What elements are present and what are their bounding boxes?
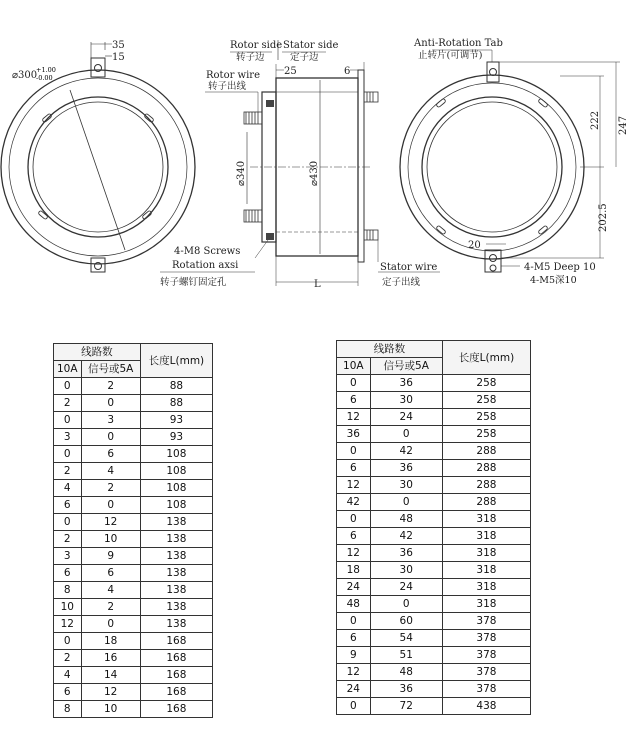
cell-signal: 48 [370, 664, 442, 681]
cell-length: 93 [140, 429, 212, 446]
cell-signal: 0 [81, 497, 140, 514]
cell-length: 138 [140, 582, 212, 599]
dim-25: 25 [284, 66, 297, 77]
table-row [54, 514, 213, 531]
diameter-340-label: ⌀340 [236, 160, 247, 186]
cell-signal: 0 [81, 616, 140, 633]
cell-10a: 12 [337, 477, 371, 494]
cell-signal: 36 [370, 681, 442, 698]
cell-signal: 24 [370, 579, 442, 596]
cell-10a: 0 [337, 375, 371, 392]
stator-side-label: Stator side [283, 40, 339, 51]
cell-signal: 30 [370, 477, 442, 494]
cell-10a: 6 [54, 684, 82, 701]
cell-length: 378 [442, 664, 530, 681]
table-row [54, 650, 213, 667]
cell-signal: 42 [370, 443, 442, 460]
cell-signal: 14 [81, 667, 140, 684]
cell-10a: 8 [54, 582, 82, 599]
cell-signal: 0 [81, 429, 140, 446]
m5-deep-cn: 4-M5深10 [530, 275, 577, 286]
cell-signal: 2 [81, 480, 140, 497]
cell-length: 168 [140, 701, 212, 718]
table-row [337, 528, 531, 545]
cell-10a: 24 [337, 579, 371, 596]
dim-247: 247 [618, 115, 629, 135]
cell-10a: 2 [54, 650, 82, 667]
cell-signal: 9 [81, 548, 140, 565]
table-row [54, 412, 213, 429]
rotor-side-label: Rotor side [230, 40, 283, 51]
cell-length: 93 [140, 412, 212, 429]
table-row [54, 701, 213, 718]
cell-10a: 6 [337, 460, 371, 477]
cell-signal: 10 [81, 531, 140, 548]
table-row [54, 667, 213, 684]
cell-signal: 2 [81, 599, 140, 616]
cell-10a: 0 [54, 412, 82, 429]
table-row [337, 494, 531, 511]
cell-length: 318 [442, 596, 530, 613]
length-column-header: 长度L(mm) [442, 341, 530, 375]
cell-10a: 48 [337, 596, 371, 613]
table-row [54, 378, 213, 395]
table-row [337, 392, 531, 409]
10a-column-header: 10A [54, 361, 82, 378]
table-row [337, 562, 531, 579]
cell-length: 88 [140, 378, 212, 395]
cell-10a: 0 [54, 446, 82, 463]
cell-10a: 6 [337, 528, 371, 545]
cell-length: 108 [140, 446, 212, 463]
cell-length: 138 [140, 599, 212, 616]
length-l-label: L [314, 279, 321, 290]
cell-10a: 0 [54, 378, 82, 395]
table-body [54, 378, 213, 718]
table-row [54, 633, 213, 650]
cell-signal: 4 [81, 582, 140, 599]
cell-length: 288 [442, 443, 530, 460]
cell-10a: 0 [54, 514, 82, 531]
cell-length: 288 [442, 494, 530, 511]
cell-length: 168 [140, 667, 212, 684]
table-row [54, 395, 213, 412]
anti-rotation-label: Anti-Rotation Tab [414, 38, 503, 49]
stator-wire-cn: 定子出线 [382, 277, 421, 288]
group-header: 线路数 [337, 341, 443, 358]
dim-6: 6 [344, 66, 351, 77]
cell-length: 88 [140, 395, 212, 412]
anti-rotation-cn: 止转片(可调节) [418, 50, 483, 61]
table-row [54, 480, 213, 497]
table-row [337, 630, 531, 647]
cell-10a: 2 [54, 531, 82, 548]
cell-signal: 0 [81, 395, 140, 412]
circuit-table-right [336, 340, 531, 715]
cell-signal: 30 [370, 562, 442, 579]
table-row [337, 426, 531, 443]
cell-10a: 0 [337, 613, 371, 630]
diameter-300-label: ⌀300 [12, 70, 38, 81]
technical-drawing [0, 0, 632, 300]
cell-length: 138 [140, 616, 212, 633]
table-row [337, 477, 531, 494]
cell-length: 138 [140, 514, 212, 531]
table-row [337, 647, 531, 664]
cell-length: 258 [442, 375, 530, 392]
dim-202-5: 202.5 [598, 203, 609, 232]
cell-length: 288 [442, 460, 530, 477]
cell-10a: 3 [54, 548, 82, 565]
cell-10a: 9 [337, 647, 371, 664]
signal-column-header: 信号或5A [370, 358, 442, 375]
diameter-430-label: ⌀430 [309, 160, 320, 186]
cell-signal: 0 [370, 596, 442, 613]
cell-10a: 3 [54, 429, 82, 446]
rotor-wire-label: Rotor wire [206, 70, 261, 81]
cell-signal: 36 [370, 375, 442, 392]
cell-length: 318 [442, 579, 530, 596]
table-row [337, 698, 531, 715]
cell-length: 138 [140, 565, 212, 582]
cell-signal: 3 [81, 412, 140, 429]
cell-signal: 51 [370, 647, 442, 664]
cell-10a: 4 [54, 480, 82, 497]
cell-length: 288 [442, 477, 530, 494]
dim-15: 15 [112, 52, 125, 63]
cell-signal: 54 [370, 630, 442, 647]
cell-length: 108 [140, 480, 212, 497]
cell-signal: 36 [370, 460, 442, 477]
cell-signal: 12 [81, 684, 140, 701]
screws-cn: 转子螺钉固定孔 [160, 277, 227, 288]
table-row [54, 582, 213, 599]
cell-signal: 16 [81, 650, 140, 667]
table-row [54, 463, 213, 480]
stator-wire-label: Stator wire [380, 262, 438, 273]
cell-10a: 18 [337, 562, 371, 579]
table-row [337, 545, 531, 562]
cell-length: 168 [140, 684, 212, 701]
left-view-labels [12, 40, 125, 82]
right-back-view [400, 50, 620, 272]
cell-length: 378 [442, 647, 530, 664]
table-body [337, 375, 531, 715]
cell-10a: 2 [54, 395, 82, 412]
table-row [337, 664, 531, 681]
table-row [337, 596, 531, 613]
table-row [337, 613, 531, 630]
cell-length: 258 [442, 426, 530, 443]
cell-10a: 4 [54, 667, 82, 684]
cell-length: 378 [442, 630, 530, 647]
dim-20: 20 [468, 240, 481, 251]
table-row [54, 599, 213, 616]
circuit-table-left [53, 343, 213, 718]
cell-10a: 6 [337, 392, 371, 409]
cell-length: 138 [140, 548, 212, 565]
cell-length: 168 [140, 650, 212, 667]
cell-10a: 42 [337, 494, 371, 511]
cell-10a: 0 [337, 511, 371, 528]
cell-signal: 48 [370, 511, 442, 528]
cell-10a: 12 [337, 409, 371, 426]
cell-signal: 12 [81, 514, 140, 531]
cell-length: 318 [442, 528, 530, 545]
table-row [54, 531, 213, 548]
right-view-labels [413, 38, 629, 286]
table-row [54, 565, 213, 582]
cell-signal: 2 [81, 378, 140, 395]
table-row [54, 616, 213, 633]
group-header: 线路数 [54, 344, 141, 361]
cell-length: 318 [442, 562, 530, 579]
cell-10a: 12 [54, 616, 82, 633]
table-row [54, 548, 213, 565]
cell-10a: 8 [54, 701, 82, 718]
cell-length: 378 [442, 681, 530, 698]
cell-length: 258 [442, 409, 530, 426]
table-row [54, 497, 213, 514]
cell-signal: 0 [370, 494, 442, 511]
cell-signal: 30 [370, 392, 442, 409]
cell-signal: 6 [81, 565, 140, 582]
cell-10a: 12 [337, 664, 371, 681]
cell-length: 138 [140, 531, 212, 548]
cell-signal: 60 [370, 613, 442, 630]
rotation-axis-label: Rotation axsi [172, 260, 239, 271]
cell-10a: 6 [54, 497, 82, 514]
table-row [337, 375, 531, 392]
cell-10a: 0 [337, 443, 371, 460]
cell-length: 318 [442, 545, 530, 562]
cell-length: 378 [442, 613, 530, 630]
cell-10a: 6 [337, 630, 371, 647]
cell-signal: 72 [370, 698, 442, 715]
cell-length: 168 [140, 633, 212, 650]
cell-10a: 2 [54, 463, 82, 480]
cell-signal: 0 [370, 426, 442, 443]
cell-signal: 18 [81, 633, 140, 650]
table-row [337, 681, 531, 698]
cell-signal: 6 [81, 446, 140, 463]
rotor-side-cn: 转子边 [236, 52, 265, 63]
m5-deep-label: 4-M5 Deep 10 [524, 262, 596, 273]
cell-signal: 42 [370, 528, 442, 545]
cell-signal: 4 [81, 463, 140, 480]
10a-column-header: 10A [337, 358, 371, 375]
length-column-header: 长度L(mm) [140, 344, 212, 378]
dim-35: 35 [112, 40, 125, 51]
dim-222: 222 [590, 110, 601, 130]
cell-10a: 36 [337, 426, 371, 443]
cell-10a: 6 [54, 565, 82, 582]
cell-signal: 24 [370, 409, 442, 426]
table-row [54, 446, 213, 463]
cell-10a: 0 [54, 633, 82, 650]
cell-length: 318 [442, 511, 530, 528]
cell-length: 108 [140, 463, 212, 480]
stator-side-cn: 定子边 [290, 52, 319, 63]
table-row [54, 684, 213, 701]
cell-10a: 24 [337, 681, 371, 698]
cell-10a: 0 [337, 698, 371, 715]
cell-10a: 12 [337, 545, 371, 562]
screws-label: 4-M8 Screws [174, 246, 241, 257]
table-row [337, 511, 531, 528]
table-row [337, 409, 531, 426]
cell-length: 438 [442, 698, 530, 715]
rotor-wire-cn: 转子出线 [208, 81, 247, 92]
cell-signal: 36 [370, 545, 442, 562]
table-row [337, 460, 531, 477]
tolerance-lower: -0.00 [36, 74, 53, 82]
table-row [54, 429, 213, 446]
signal-column-header: 信号或5A [81, 361, 140, 378]
cell-length: 108 [140, 497, 212, 514]
table-row [337, 443, 531, 460]
table-row [337, 579, 531, 596]
cell-length: 258 [442, 392, 530, 409]
tolerance-upper: +1.00 [36, 66, 56, 74]
cell-signal: 10 [81, 701, 140, 718]
cell-10a: 10 [54, 599, 82, 616]
